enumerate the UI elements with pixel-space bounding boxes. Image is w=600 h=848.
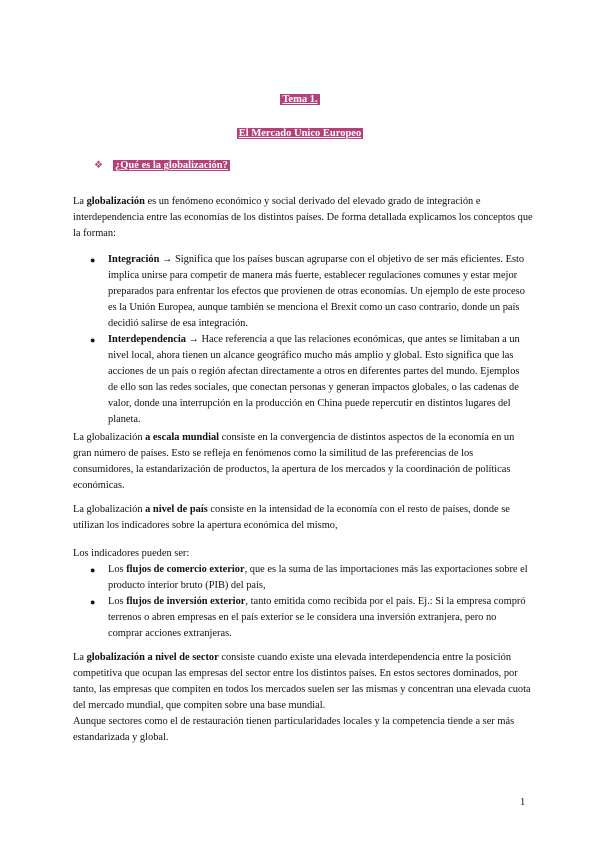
intro-text-c: es un fenómeno económico y social derivado del elevado grado de integración e interdependencia entre las economías de los distintos países. De forma detallada explicamos los conceptos que la forman:: [73, 196, 533, 239]
document-title-text: El Mercado Único Europeo: [238, 128, 362, 139]
section-question-text: ¿Qué es la globalización?: [114, 160, 228, 171]
concepts-list: [90, 252, 530, 428]
concept-text: Hace referencia a que las relaciones económicas, que antes se limitaban a un nivel local, ahora tienen un alcance geográfico mucho más amplio y global. Esto significa que las acciones de un país o región afectan directamente a otros en diferentes partes del mundo. Ejemplos de ello son las redes sociales, que conectan personas y generan impactos globales, o las cadenas de valor, donde una interrupción en la producción en China puede repercutir en distintos lugares del planeta.: [108, 334, 520, 425]
global-scale-term: a escala mundial: [145, 432, 220, 443]
topic-heading-text: Tema 1.: [282, 94, 318, 105]
intro-paragraph: [73, 194, 533, 242]
list-item: [90, 594, 530, 642]
global-scale-text-a: La globalización: [73, 432, 146, 443]
country-level-term: a nivel de país: [145, 504, 208, 515]
topic-heading: [0, 94, 600, 105]
concept-term: Integración →: [108, 254, 173, 265]
sector-level-text-c: consiste cuando existe una elevada interdependencia entre la posición competitiva que ocupan las empresas del sector entre los distintos países. En estos sectores dominados, por tanto, las empresas que compiten en todos los mercados suelen ser las mismas y concentran una elevada cuota del mercado mundial, que compiten sobre una base mundial.: [73, 652, 531, 711]
bullet-icon: ●: [90, 597, 96, 607]
concept-text: Significa que los países buscan agruparse con el objetivo de ser más eficientes. Esto implica unirse para competir de manera más fuerte, establecer regulaciones comunes y estar mejor preparados para enfrentar los efectos que provienen de otras economías. Un ejemplo de este proceso es la Unión Europea, aunque también se menciona el Brexit como un caso contrario, donde un país decidió salirse de esa integración.: [108, 254, 525, 329]
intro-term: globalización: [86, 196, 145, 207]
list-item: [90, 562, 530, 594]
indicators-intro: Los indicadores pueden ser:: [73, 548, 190, 559]
bullet-icon: ●: [90, 565, 96, 575]
intro-text-a: La: [73, 196, 87, 207]
bullet-icon: ●: [90, 335, 96, 345]
indicator-term: flujos de inversión exterior: [126, 596, 246, 607]
list-item: [90, 332, 530, 428]
section-question: [94, 160, 230, 171]
list-item: [90, 252, 530, 332]
page-number: 1: [520, 797, 526, 808]
closing-paragraph: Aunque sectores como el de restauración tienen particularidades locales y la competencia tiende a ser más estandarizada y global.: [73, 716, 515, 743]
sector-level-text-a: La: [73, 652, 87, 663]
indicator-pre: Los: [108, 564, 127, 575]
indicator-text: , tanto emitida como recibida por el país. Ej.: Si la empresa compró terrenos o abren empresas en el país exterior se le considera una inversión extranjera, pero no comprar acciones extranjeras.: [108, 596, 526, 639]
global-scale-paragraph: [73, 430, 533, 494]
document-title: [0, 128, 600, 139]
bullet-icon: ●: [90, 255, 96, 265]
sector-level-paragraph: [73, 650, 533, 714]
sector-level-term: globalización a nivel de sector: [86, 652, 219, 663]
indicator-term: flujos de comercio exterior: [126, 564, 245, 575]
country-level-paragraph: [73, 502, 533, 534]
country-level-text-c: consiste en la intensidad de la economía con el resto de países, donde se utilizan los indicadores sobre la apertura económica del mismo,: [73, 504, 510, 531]
diamond-bullet-icon: ❖: [94, 160, 103, 171]
indicator-pre: Los: [108, 596, 127, 607]
indicator-text: , que es la suma de las importaciones más las exportaciones sobre el producto interior bruto (PIB) del país,: [108, 564, 528, 591]
global-scale-text-c: consiste en la convergencia de distintos aspectos de la economía en un gran número de países. Esto se refleja en fenómenos como la similitud de las preferencias de los consumidores, la estandarización de productos, la apertura de los mercados y la coordinación de políticas económicas.: [73, 432, 515, 491]
country-level-text-a: La globalización: [73, 504, 146, 515]
indicators-list: [90, 562, 530, 642]
concept-term: Interdependencia →: [108, 334, 199, 345]
